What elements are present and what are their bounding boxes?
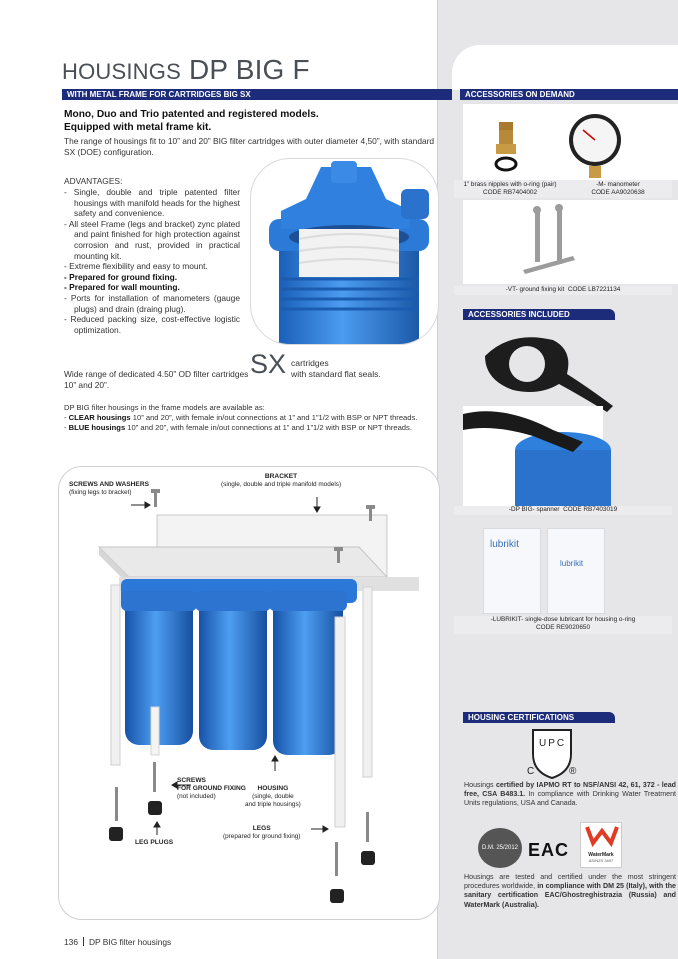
label-bracket — [221, 473, 341, 489]
lubrikit-photo — [463, 520, 613, 616]
cert1-rest: In compliance with Drinking Water Treatment Units regulations, USA and Canada. — [464, 790, 676, 808]
nipples-caption — [456, 181, 564, 197]
intro-body: The range of housings fit to 10” and 20” BIG filter cartridges with outer diameter 4,50”, with standard SX (DOE) configuration. — [64, 136, 435, 157]
page-footer — [64, 937, 171, 947]
housing-sub1: (single, double — [252, 793, 294, 800]
right-tab-shape — [452, 45, 678, 90]
blue-label: BLUE housings — [68, 423, 126, 432]
versions-block — [64, 403, 434, 433]
screws-washers-title: SCREWS AND WASHERS — [69, 481, 149, 488]
legs-sub: (prepared for ground fixing) — [223, 833, 301, 840]
screws-washers-sub: (fixing legs to bracket) — [69, 489, 132, 496]
ground-kit-photo — [463, 200, 678, 284]
title-main: DP BIG F — [188, 54, 310, 85]
c-mark: C — [527, 766, 535, 777]
manometer-label: -M- manometer — [596, 181, 640, 188]
sx-line1: cartridges — [291, 358, 329, 368]
nipples-manometer-caption — [454, 180, 672, 198]
bracket-title: BRACKET — [264, 473, 298, 480]
dm-badge: D.M. 25/2012 — [478, 828, 522, 868]
label-legs — [223, 825, 300, 841]
footer-separator — [83, 937, 84, 946]
legs-title: LEGS — [252, 825, 271, 832]
watermark-logo — [580, 822, 622, 868]
upc-logo-area — [463, 724, 676, 780]
screws-ground-title2: FOR GROUND FIXING — [177, 785, 246, 792]
versions-blue: - BLUE housings 10” and 20”, with female in/out connections at 1” and 1”1/2 with BSP or NPT threads. — [64, 423, 412, 432]
accessories-on-demand-heading: ACCESSORIES ON DEMAND — [460, 89, 678, 100]
clear-text: 10” and 20”, with female in/out connections at 1” and 1”1/2 with BSP or NPT threads. — [130, 413, 418, 422]
accessories-on-demand-photo — [463, 104, 678, 180]
nipples-label: 1” brass nipples with o-ring (pair) — [463, 181, 557, 188]
clear-label: CLEAR housings — [68, 413, 131, 422]
lubrikit-brand-front: lubrikit — [490, 539, 519, 550]
certification-text-2 — [464, 873, 676, 910]
blue-text: 10” and 20”, with female in/out connections at 1” and 1”1/2 with BSP or NPT threads. — [125, 423, 412, 432]
housing-sub2: and triple housings) — [245, 801, 301, 808]
accessories-included-heading: ACCESSORIES INCLUDED — [463, 309, 615, 320]
housing-cutaway-illustration — [251, 159, 439, 345]
cert2-bold: in compliance with DM 25 (Italy), with the sanitary certification EAC/Ghostreghistrazia (Russia) and WaterMark (Australia). — [464, 882, 676, 909]
spanner-photo — [463, 320, 678, 506]
leg-plugs-title: LEG PLUGS — [135, 839, 174, 846]
lubrikit-code: CODE RE9020650 — [536, 624, 590, 631]
lubrikit-label: -LUBRIKIT- single-dose lubricant for housing o-ring — [490, 616, 636, 623]
watermark-sub: AS/NZS 3497 — [588, 858, 614, 863]
advantage-item: - Prepared for ground fixing. — [64, 271, 178, 282]
advantage-item: - Ports for installation of manometers (gauge plugs) and drain (draing plug). — [64, 292, 240, 314]
cert1-prefix: Housings — [464, 781, 496, 789]
lubrikit-caption — [454, 616, 672, 634]
label-housing — [245, 785, 301, 809]
spanner-caption — [454, 506, 672, 515]
label-screws-washers — [69, 481, 149, 497]
cartridge-range-text: Wide range of dedicated 4.50” OD filter cartridges 10” and 20”. — [64, 369, 249, 390]
label-leg-plugs — [135, 839, 173, 847]
housing-title: HOUSING — [257, 785, 289, 792]
advantage-item: - Single, double and triple patented filter housings with manifold heads for the highest safety and convenience. — [64, 187, 240, 219]
advantage-item: - Reduced packing size, cost-effective logistic optimization. — [64, 314, 240, 335]
footer-section: DP BIG filter housings — [88, 937, 172, 947]
upc-text: UPC — [539, 738, 567, 749]
eac-logo: EAC — [528, 840, 570, 860]
versions-clear: - CLEAR housings 10” and 20”, with female in/out connections at 1” and 1”1/2 with BSP or NPT threads. — [64, 413, 418, 422]
frame-kit-illustration — [59, 467, 440, 920]
lubrikit-pack-back — [547, 528, 605, 614]
cert2-prefix: Housings are tested and certified under the most stringent procedures worldwide, — [464, 873, 676, 891]
intro-lead — [64, 109, 319, 134]
ground-kit-code: CODE LB7221134 — [567, 286, 621, 293]
intro-lead-line1: Mono, Duo and Trio patented and registered models. — [64, 109, 319, 120]
advantage-item: - Prepared for wall mounting. — [64, 282, 180, 293]
manometer-caption — [566, 181, 670, 197]
sx-logo: SX — [250, 349, 287, 379]
lubrikit-pack-front — [483, 528, 541, 614]
spanner-code: CODE RB7403019 — [563, 506, 618, 513]
spanner-illustration — [463, 320, 678, 506]
watermark-text: WaterMark — [588, 852, 614, 858]
housing-certifications-heading: HOUSING CERTIFICATIONS — [463, 712, 615, 723]
ground-kit-label: -VT- ground fixing kit — [505, 286, 565, 293]
cert1-bold: certified by IAPMO RT to NSF/ANSI 42, 61, 372 - lead free, CSA B483.1. — [464, 781, 676, 799]
sx-description — [291, 358, 381, 380]
r-mark: ® — [569, 766, 577, 777]
advantage-item: - All steel Frame (legs and bracket) zync plated and paint finished for high protection against corrosion and rust, provided in practical mounting kit. — [64, 218, 240, 261]
advantage-item: - Extreme flexibility and easy to mount. — [64, 261, 208, 272]
nipples-code: CODE RB7404002 — [483, 189, 537, 196]
lubrikit-brand-back: lubrikit — [560, 559, 584, 568]
title-prefix: HOUSINGS — [62, 59, 181, 84]
ground-kit-caption — [454, 286, 672, 295]
screws-ground-title1: SCREWS — [177, 777, 206, 784]
label-screws-ground — [177, 777, 246, 801]
bracket-sub: (single, double and triple manifold models) — [221, 481, 342, 488]
screws-ground-sub: (not included) — [177, 793, 216, 800]
housing-cutaway-photo — [250, 158, 439, 345]
versions-intro: DP BIG filter housings in the frame models are available as: — [64, 403, 265, 412]
certification-text-1 — [464, 781, 676, 809]
advantages-heading: ADVANTAGES: — [64, 176, 123, 186]
ground-kit-illustration — [463, 200, 678, 284]
spanner-label: -DP BIG- spanner — [508, 506, 560, 513]
advantages-list — [64, 187, 240, 335]
nipples-manometer-illustration — [463, 104, 678, 180]
manometer-code: CODE AA9020638 — [591, 189, 645, 196]
frame-kit-diagram — [58, 466, 440, 920]
watermark-w-icon — [581, 823, 623, 847]
sx-line2: with standard flat seals. — [291, 369, 381, 379]
page-number: 136 — [64, 937, 78, 947]
subtitle-bar: WITH METAL FRAME FOR CARTRIDGES BIG SX — [62, 89, 452, 100]
intro-lead-line2: Equipped with metal frame kit. — [64, 121, 212, 133]
page-title — [62, 54, 310, 86]
